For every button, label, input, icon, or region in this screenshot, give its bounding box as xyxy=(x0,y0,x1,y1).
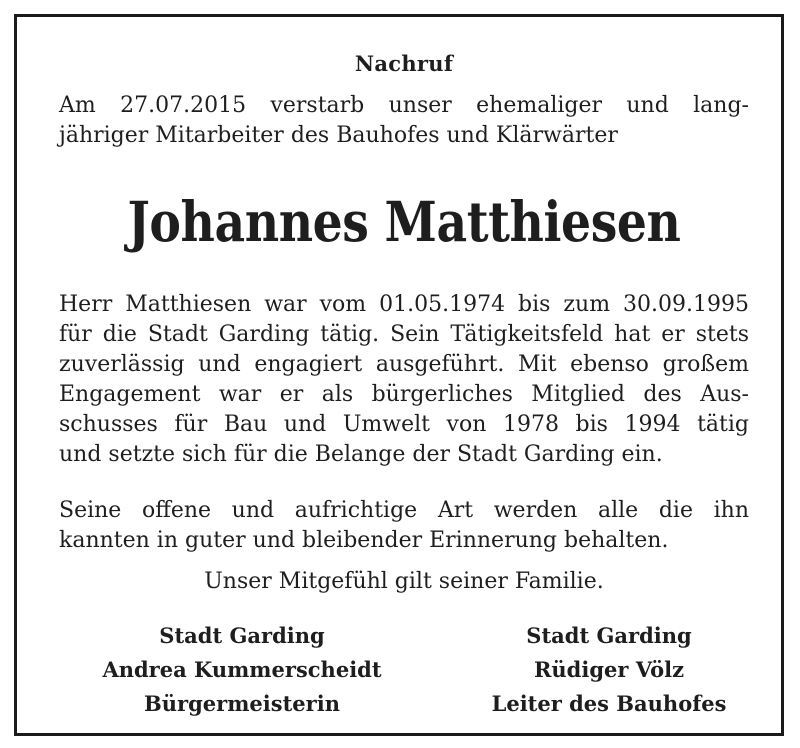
body-line: Herr Matthiesen war vom 01.05.1974 bis zum 30.09.1995 xyxy=(59,292,749,317)
signature-right xyxy=(444,619,774,721)
remembrance-line: kannten in guter und bleibender Erinnerung behalten. xyxy=(59,528,669,553)
notice-heading: Nachruf xyxy=(354,51,454,76)
remembrance-paragraph xyxy=(59,496,749,556)
notice-frame xyxy=(14,14,784,736)
deceased-name: Johannes Matthiesen xyxy=(127,189,681,254)
remembrance-line: Seine offene und aufrichtige Art werden alle die ihn xyxy=(59,498,749,523)
signature-person: Andrea Kummerscheidt xyxy=(102,657,382,682)
intro-line: jähriger Mitarbeiter des Bauhofes und Klärwärter xyxy=(59,123,618,148)
body-line: schusses für Bau und Umwelt von 1978 bis 1994 tätig xyxy=(59,412,749,437)
intro-line: Am 27.07.2015 verstarb unser ehemaliger und lang- xyxy=(59,93,749,118)
body-line: Engagement war er als bürgerliches Mitglied des Aus- xyxy=(59,382,749,407)
body-paragraph xyxy=(59,290,749,470)
sympathy-line: Unser Mitgefühl gilt seiner Familie. xyxy=(204,569,604,594)
signature-person: Rüdiger Völz xyxy=(533,657,685,682)
intro-text xyxy=(59,91,749,151)
signature-org: Stadt Garding xyxy=(526,623,692,648)
signature-role: Leiter des Bauhofes xyxy=(491,691,727,716)
signature-left xyxy=(77,619,407,721)
signature-role: Bürgermeisterin xyxy=(144,691,340,716)
body-line: zuverlässig und engagiert ausgeführt. Mit ebenso großem xyxy=(59,352,749,377)
body-line: für die Stadt Garding tätig. Sein Tätigkeitsfeld hat er stets xyxy=(59,322,749,347)
body-line: und setzte sich für die Belange der Stadt Garding ein. xyxy=(59,442,663,467)
signature-org: Stadt Garding xyxy=(159,623,325,648)
